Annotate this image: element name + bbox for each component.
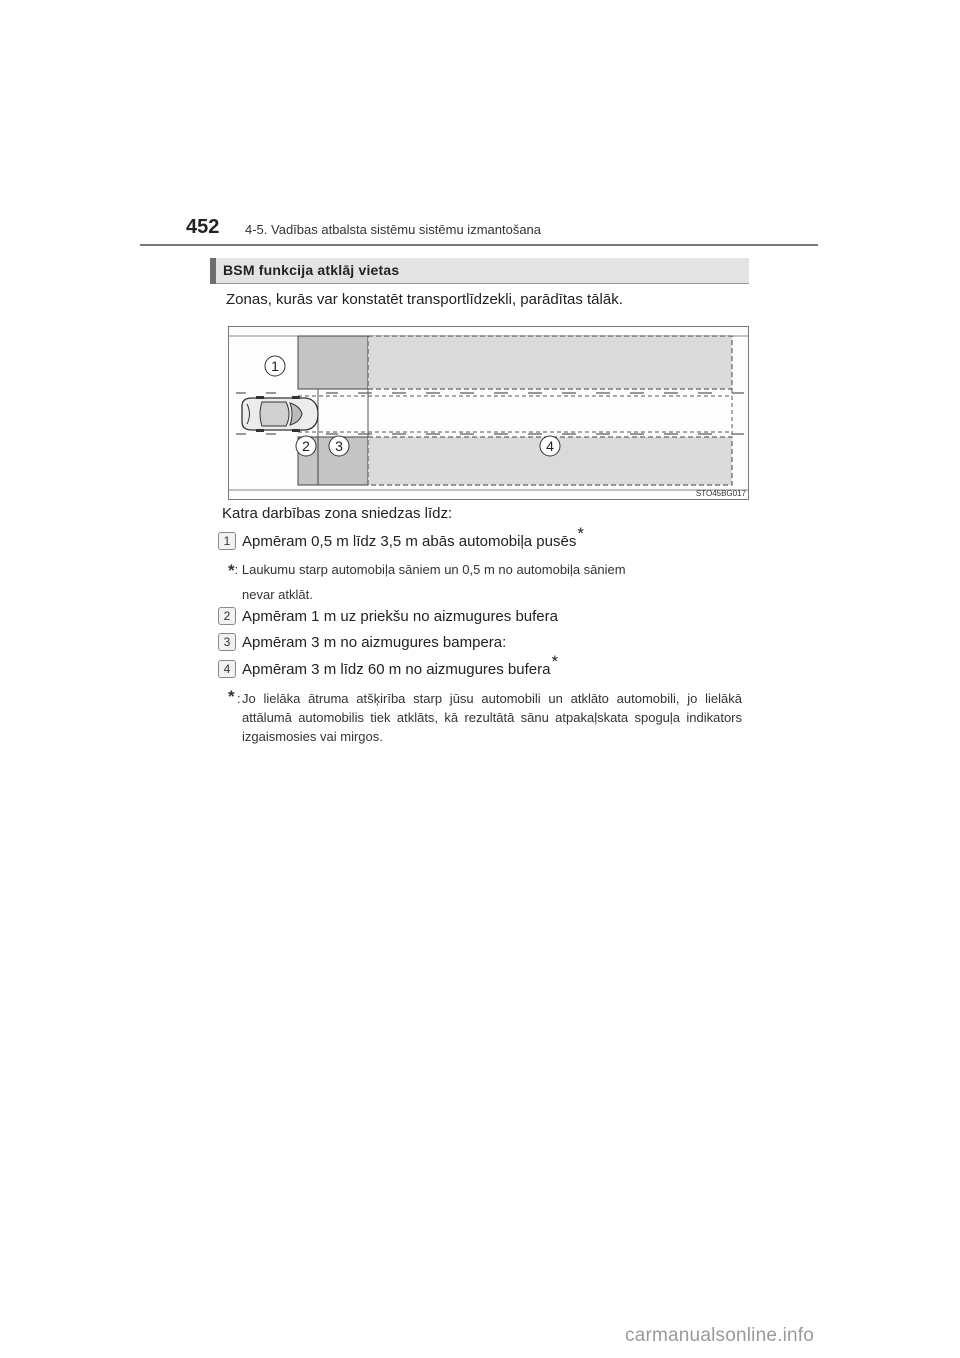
footnote-text: nevar atklāt. [242, 587, 313, 602]
footnote-2 [228, 689, 742, 746]
zone-4-top [368, 336, 732, 389]
car-icon [242, 396, 318, 432]
footnote-1-cont [242, 585, 313, 604]
item-text: Apmēram 3 m līdz 60 m no aizmugures bufera [242, 661, 551, 678]
footnote-marker: * [551, 652, 559, 671]
detection-zone-diagram [228, 326, 749, 500]
item-number: 3 [218, 633, 236, 651]
callout-1 [265, 356, 285, 376]
section-title: BSM funkcija atklāj vietas [223, 262, 400, 278]
chapter-title: 4-5. Vadības atbalsta sistēmu sistēmu izmantošana [245, 222, 542, 237]
detection-zone-svg [228, 326, 749, 500]
section-heading [210, 258, 749, 284]
list-item [218, 607, 558, 625]
intro-paragraph: Zonas, kurās var konstatēt transportlīdzekli, parādītas tālāk. [226, 291, 623, 308]
callout-2 [296, 436, 316, 456]
footnote-1: *: Laukumu starp automobiļa sāniem un 0,5 m no automobiļa sāniem [228, 561, 626, 580]
zone-1-top [298, 336, 368, 389]
item-text: Apmēram 0,5 m līdz 3,5 m abās automobiļa pusēs [242, 533, 577, 550]
item-text: Apmēram 3 m no aizmugures bampera: [242, 634, 507, 651]
lead-paragraph: Katra darbības zona sniedzas līdz: [222, 505, 453, 522]
list-item [218, 633, 506, 651]
page-number: 452 [186, 216, 220, 238]
section-heading-bar [210, 258, 216, 284]
footnote-star: * [228, 561, 235, 580]
item-number: 1 [218, 532, 236, 550]
callout-3-label: 3 [335, 438, 343, 454]
header-divider [140, 244, 818, 246]
footnote-marker: * [577, 524, 584, 543]
callout-4 [540, 436, 560, 456]
item-number: 4 [218, 660, 236, 678]
callout-1-label: 1 [271, 358, 279, 374]
callout-4-label: 4 [546, 438, 554, 454]
footnote-star: * [228, 687, 235, 706]
item-text: Apmēram 1 m uz priekšu no aizmugures bufera [242, 608, 558, 625]
list-item [218, 524, 584, 551]
watermark: carmanualsonline.info [625, 1325, 815, 1346]
list-item [218, 652, 559, 679]
figure-code: STO45BG017 [695, 489, 746, 498]
callout-3 [329, 436, 349, 456]
footnote-text: Laukumu starp automobiļa sāniem un 0,5 m no automobiļa sāniem [241, 562, 626, 577]
item-number: 2 [218, 607, 236, 625]
callout-2-label: 2 [302, 438, 310, 454]
footnote-text: Jo lielāka ātruma atšķirība starp jūsu automobili un atklāto automobili, jo lielākā attālumā automobilis tiek atklāts, kā rezultātā sānu atpakaļskata spoguļa indikators izgaismosies vai mirgos. [242, 691, 742, 744]
footnote-colon: : [237, 691, 241, 706]
